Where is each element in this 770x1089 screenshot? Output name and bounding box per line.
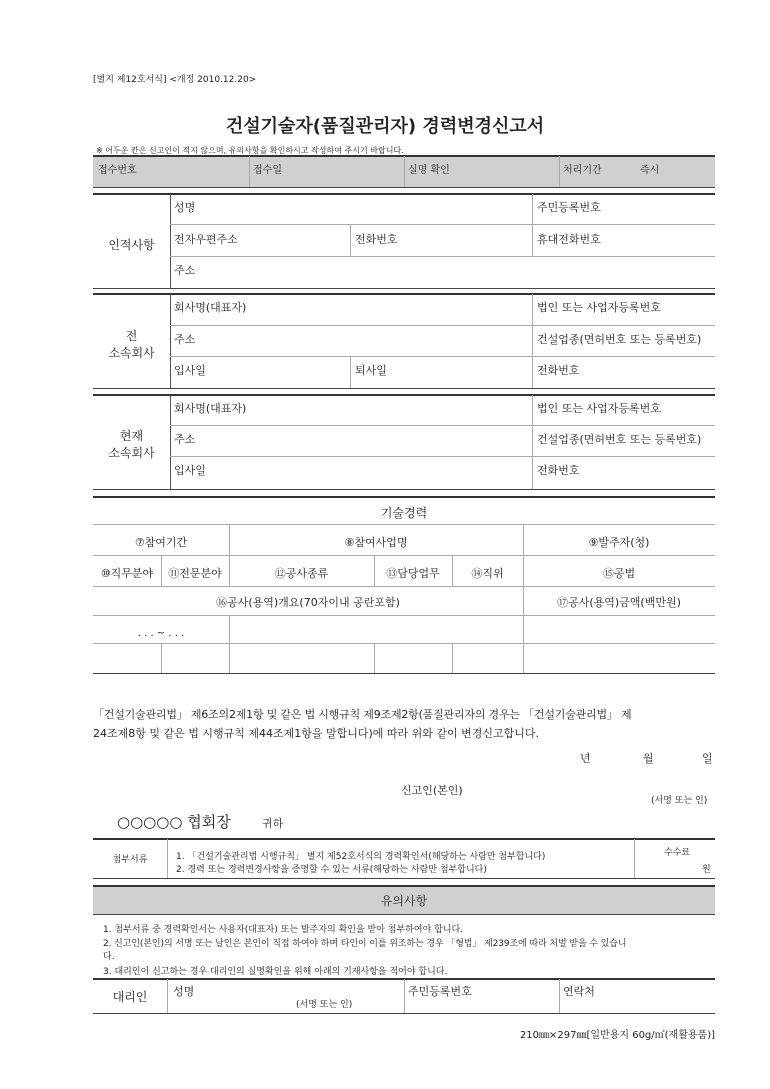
prev-industry-label: 건설업종(면허번호 또는 등록번호) (537, 333, 702, 346)
col-participation-period: ⑦참여기간 (134, 536, 188, 549)
col-position: ⑭직위 (471, 567, 504, 580)
receipt-number-label: 접수번호 (98, 165, 137, 176)
attachments-label: 첨부서류 (112, 855, 148, 865)
col-construction-type: ⑫공사종류 (274, 567, 329, 580)
curr-company-label-2: 소속회사 (108, 446, 155, 460)
curr-corp-no-label: 법인 또는 사업자등록번호 (537, 402, 661, 415)
prev-company-label-2: 소속회사 (108, 346, 155, 360)
note-2-line-1: 2. 신고인(본인)의 서명 또는 날인은 본인이 직접 하여야 하며 타인이 이를 위조하는 경우 「형법」 제239조에 따라 처벌 받을 수 있습니 (103, 939, 627, 949)
agent-contact-label: 연락처 (563, 985, 595, 998)
career-section-title: 기술경력 (380, 506, 428, 520)
prev-leave-date-label: 퇴사일 (355, 364, 387, 377)
date-month: 월 (643, 752, 654, 765)
notes-title: 유의사항 (380, 894, 428, 908)
prev-phone-label: 전화번호 (537, 364, 580, 377)
agent-sign: (서명 또는 인) (296, 1000, 353, 1010)
col-specialty: ⑪전문분야 (168, 567, 222, 580)
fee-unit: 원 (702, 865, 711, 875)
reporter-sign: (서명 또는 인) (651, 796, 708, 806)
agent-resident-no-label: 주민등록번호 (408, 985, 472, 998)
prev-company-label-1: 전 (125, 329, 138, 343)
resident-no-label: 주민등록번호 (537, 201, 601, 214)
prev-address-label: 주소 (174, 333, 196, 346)
col-project-amount: ⑰공사(용역)금액(백만원) (557, 596, 681, 609)
form-note: ※ 어두운 칸은 신고인이 적지 않으며, 유의사항을 확인하시고 작성하여 주시기 바랍니다. (96, 146, 404, 155)
col-job-field: ⑩직무분야 (100, 567, 154, 580)
curr-company-label-1: 현재 (119, 429, 144, 443)
curr-company-name-label: 회사명(대표자) (174, 402, 247, 415)
curr-phone-label: 전화번호 (537, 464, 580, 477)
note-2-line-2: 다. (103, 952, 115, 962)
name-label: 성명 (174, 201, 196, 214)
declaration-line-2: 24조제8항 및 같은 법 시행규칙 제44조제1항을 말합니다)에 따라 위와 같이 변경신고합니다. (93, 727, 540, 740)
col-project-name: ⑧참여사업명 (344, 536, 408, 549)
col-method: ⑮공법 (602, 567, 636, 580)
identity-check-label: 실명 확인 (408, 165, 450, 176)
fee-label: 수수료 (664, 848, 691, 858)
prev-corp-no-label: 법인 또는 사업자등록번호 (537, 301, 661, 314)
col-project-overview: ⑯공사(용역)개요(70자이내 공란포함) (216, 596, 400, 609)
note-3: 3. 대리인이 신고하는 경우 대리인의 실명확인을 위해 아래의 기재사항을 적어야 합니다. (103, 967, 448, 977)
prev-company-name-label: 회사명(대표자) (174, 301, 247, 314)
prev-join-date-label: 입사일 (174, 364, 206, 377)
curr-address-label: 주소 (174, 433, 196, 446)
paper-spec-footer: 210㎜×297㎜[일반용지 60g/㎡(재활용품)] (519, 1030, 715, 1041)
form-reference: [별지 제12호서식] <개정 2010.12.20> (93, 75, 257, 85)
personal-section-label: 인적사항 (108, 238, 155, 252)
reporter-label: 신고인(본인) (401, 784, 463, 797)
recipient-suffix: 귀하 (262, 817, 284, 830)
period-placeholder: . . . ~ . . . (137, 628, 185, 639)
processing-period-label: 처리기간 (563, 165, 602, 176)
note-1: 1. 첨부서류 중 경력확인서는 사용자(대표자) 또는 발주자의 확인을 받아 첨부하여야 합니다. (103, 925, 464, 935)
recipient-name: ○○○○○ 협회장 (117, 813, 231, 831)
page-title: 건설기술자(품질관리자) 경력변경신고서 (225, 116, 545, 137)
agent-name-label: 성명 (173, 985, 195, 998)
curr-industry-label: 건설업종(면허번호 또는 등록번호) (537, 433, 702, 446)
date-year: 년 (580, 752, 591, 765)
col-client: ⑨발주자(청) (588, 536, 650, 549)
receipt-date-label: 접수일 (253, 165, 282, 176)
attachment-item-2: 2. 경력 또는 경력변경사항을 증명할 수 있는 서류(해당하는 사람만 첨부합니다) (176, 865, 487, 875)
col-duty: ⑬담당업무 (386, 567, 440, 580)
phone-label: 전화번호 (355, 233, 398, 246)
date-day: 일 (702, 752, 713, 765)
curr-join-date-label: 입사일 (174, 464, 206, 477)
processing-period-value: 즉시 (640, 165, 660, 176)
mobile-label: 휴대전화번호 (537, 233, 601, 246)
attachment-item-1: 1. 「건설기술관리법 시행규칙」 별지 제52호서식의 경력확인서(해당하는 사람만 첨부합니다) (176, 852, 546, 862)
email-label: 전자우편주소 (174, 233, 238, 246)
declaration-line-1: 「건설기술관리법」 제6조의2제1항 및 같은 법 시행규칙 제9조제2항(품질관리자의 경우는 「건설기술관리법」 제 (93, 708, 632, 721)
agent-label: 대리인 (112, 990, 148, 1004)
address-label: 주소 (174, 264, 196, 277)
